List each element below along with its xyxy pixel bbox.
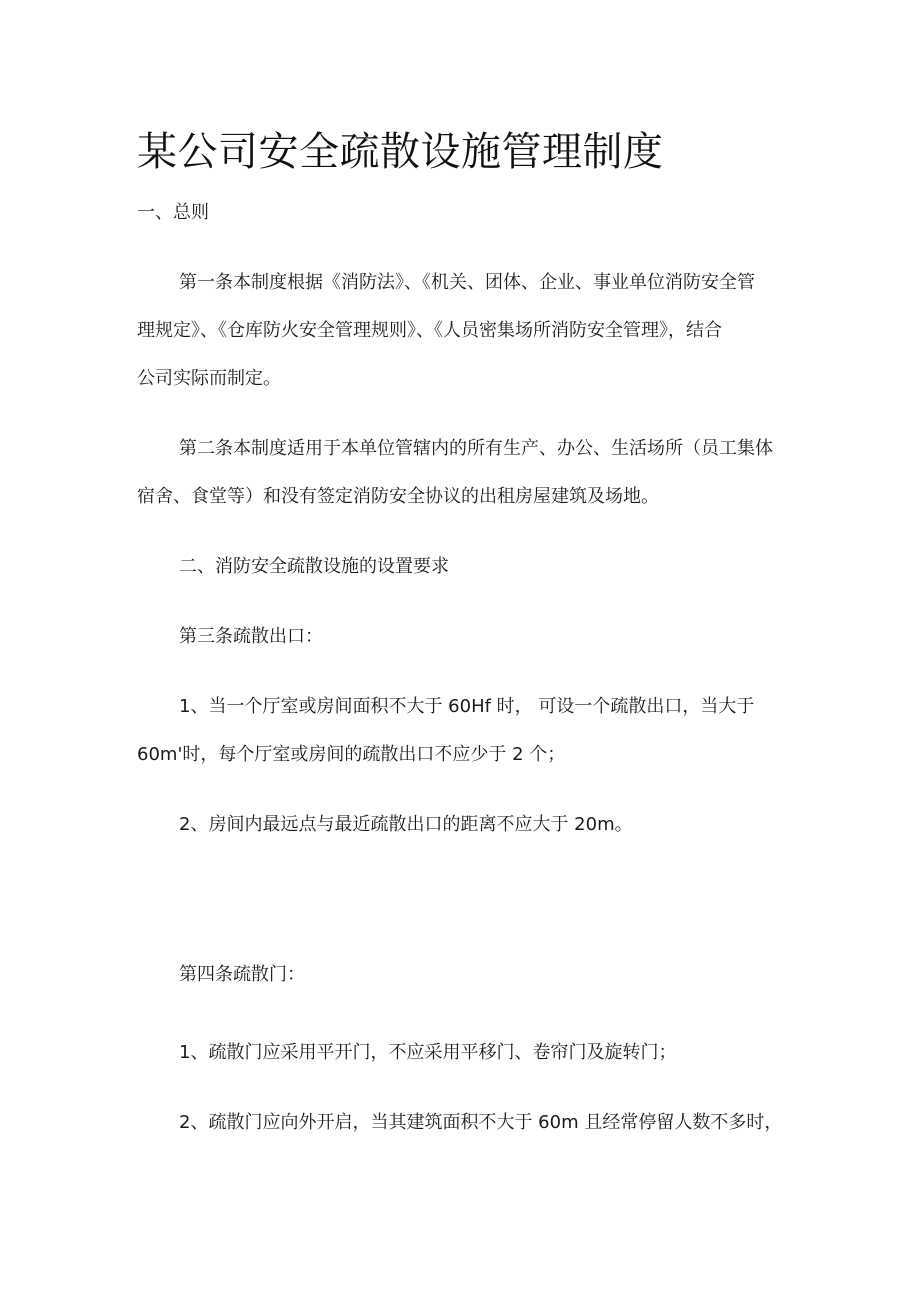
article-heading-doors: 第四条疏散门： [179,964,305,985]
article-heading-exits: 第三条疏散出口： [179,626,323,647]
paragraph-line: 理规定》、《仓库防火安全管理规则》、《人员密集场所消防安全管理》，结合 [137,320,722,341]
section-heading-general: 一、总则 [137,202,209,223]
paragraph-line: 公司实际而制定。 [137,368,281,389]
paragraph-line: 1、疏散门应采用平开门，不应采用平移门、卷帘门及旋转门； [179,1042,677,1063]
paragraph-line: 宿舍、食堂等）和没有签定消防安全协议的出租房屋建筑及场地。 [137,486,659,507]
paragraph-line: 60m'时，每个厅室或房间的疏散出口不应少于 2 个； [137,744,566,765]
page-title: 某公司安全疏散设施管理制度 [137,129,664,175]
paragraph-line: 第一条本制度根据《消防法》、《机关、团体、企业、事业单位消防安全管 [179,272,755,293]
section-heading-requirements: 二、消防安全疏散设施的设置要求 [179,556,449,577]
paragraph-line: 1、当一个厅室或房间面积不大于 60Hf 时， 可设一个疏散出口，当大于 [179,696,755,717]
paragraph-line: 2、房间内最远点与最近疏散出口的距离不应大于 20m。 [179,814,633,835]
paragraph-line: 2、疏散门应向外开启，当其建筑面积不大于 60m 且经常停留人数不多时， [179,1112,783,1133]
paragraph-line: 第二条本制度适用于本单位管辖内的所有生产、办公、生活场所（员工集体 [179,438,773,459]
